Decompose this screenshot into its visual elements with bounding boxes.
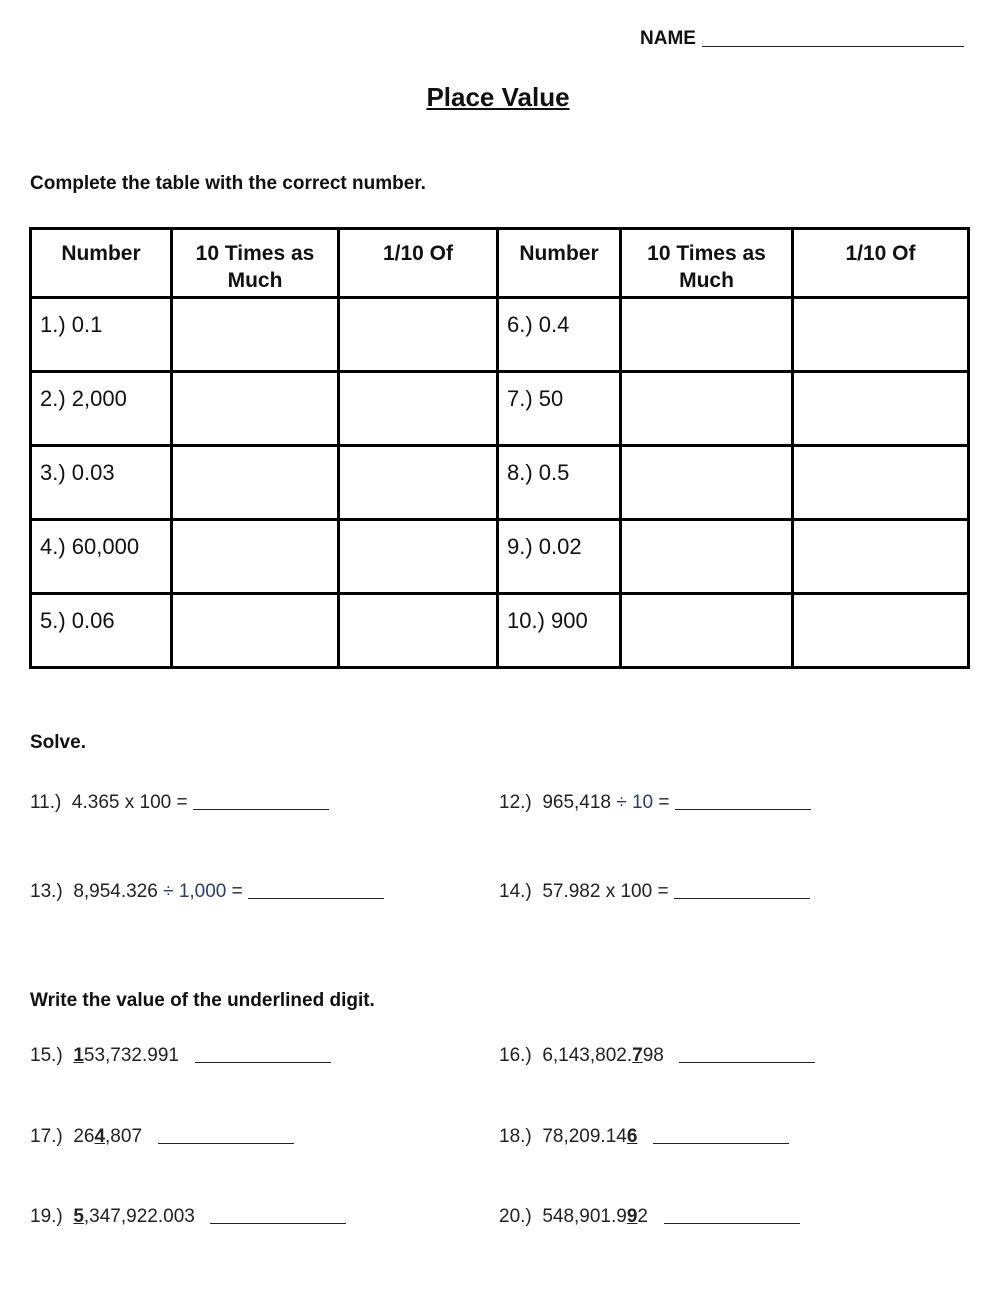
answer-blank[interactable] xyxy=(248,882,384,899)
answer-cell[interactable] xyxy=(172,298,339,372)
answer-cell[interactable] xyxy=(339,594,498,668)
column-header: 1/10 Of xyxy=(793,229,969,298)
answer-cell[interactable] xyxy=(793,298,969,372)
number-cell: 10.) 900 xyxy=(498,594,621,668)
answer-cell[interactable] xyxy=(172,520,339,594)
number-cell: 1.) 0.1 xyxy=(31,298,172,372)
answer-cell[interactable] xyxy=(621,594,793,668)
answer-blank[interactable] xyxy=(664,1207,800,1224)
column-header: 1/10 Of xyxy=(339,229,498,298)
problem-17: 17.) 264,807 xyxy=(30,1126,294,1148)
answer-cell[interactable] xyxy=(339,520,498,594)
problem-11: 11.) 4.365 x 100 = xyxy=(30,792,329,814)
solve-heading: Solve. xyxy=(30,732,86,753)
answer-cell[interactable] xyxy=(172,372,339,446)
table-row xyxy=(31,446,969,520)
answer-cell[interactable] xyxy=(621,520,793,594)
underlined-digit: 9 xyxy=(626,1206,638,1227)
problem-14: 14.) 57.982 x 100 = xyxy=(499,881,810,903)
number-cell: 4.) 60,000 xyxy=(31,520,172,594)
column-header: Number xyxy=(498,229,621,298)
underlined-digit: 5 xyxy=(73,1206,84,1227)
problem-18: 18.) 78,209.146 xyxy=(499,1126,789,1148)
problem-19: 19.) 5,347,922.003 xyxy=(30,1206,346,1228)
table-row xyxy=(31,372,969,446)
column-header: Number xyxy=(31,229,172,298)
underlined-digit: 4 xyxy=(94,1126,106,1147)
underlined-digit-heading: Write the value of the underlined digit. xyxy=(30,990,375,1011)
underlined-digit: 1 xyxy=(73,1045,84,1066)
column-header: 10 Times as Much xyxy=(172,229,339,298)
answer-blank[interactable] xyxy=(158,1127,294,1144)
table-row xyxy=(31,520,969,594)
answer-blank[interactable] xyxy=(210,1207,346,1224)
name-blank[interactable] xyxy=(702,28,964,47)
answer-cell[interactable] xyxy=(339,372,498,446)
problem-12: 12.) 965,418 ÷ 10 = xyxy=(499,792,811,814)
answer-cell[interactable] xyxy=(793,520,969,594)
answer-cell[interactable] xyxy=(621,298,793,372)
underlined-digit: 6 xyxy=(626,1126,638,1147)
answer-cell[interactable] xyxy=(793,446,969,520)
number-cell: 9.) 0.02 xyxy=(498,520,621,594)
underlined-digit: 7 xyxy=(632,1045,643,1066)
answer-blank[interactable] xyxy=(679,1046,815,1063)
table-row xyxy=(31,298,969,372)
answer-blank[interactable] xyxy=(653,1127,789,1144)
column-header: 10 Times as Much xyxy=(621,229,793,298)
number-cell: 7.) 50 xyxy=(498,372,621,446)
answer-cell[interactable] xyxy=(339,446,498,520)
name-field xyxy=(640,28,964,50)
table-header-row xyxy=(31,229,969,298)
table-row xyxy=(31,594,969,668)
answer-cell[interactable] xyxy=(621,446,793,520)
answer-cell[interactable] xyxy=(793,372,969,446)
number-cell: 2.) 2,000 xyxy=(31,372,172,446)
answer-blank[interactable] xyxy=(675,793,811,810)
name-label: NAME xyxy=(640,28,696,49)
answer-blank[interactable] xyxy=(193,793,329,810)
place-value-table xyxy=(29,227,970,669)
answer-cell[interactable] xyxy=(172,594,339,668)
page-title: Place Value xyxy=(426,82,570,112)
problem-13: 13.) 8,954.326 ÷ 1,000 = xyxy=(30,881,384,903)
answer-cell[interactable] xyxy=(793,594,969,668)
answer-blank[interactable] xyxy=(674,882,810,899)
number-cell: 8.) 0.5 xyxy=(498,446,621,520)
table-instruction: Complete the table with the correct number. xyxy=(30,173,426,194)
problem-16: 16.) 6,143,802.798 xyxy=(499,1045,815,1067)
answer-cell[interactable] xyxy=(339,298,498,372)
number-cell: 6.) 0.4 xyxy=(498,298,621,372)
answer-blank[interactable] xyxy=(195,1046,331,1063)
answer-cell[interactable] xyxy=(172,446,339,520)
answer-cell[interactable] xyxy=(621,372,793,446)
problem-20: 20.) 548,901.992 xyxy=(499,1206,800,1228)
problem-15: 15.) 153,732.991 xyxy=(30,1045,331,1067)
number-cell: 5.) 0.06 xyxy=(31,594,172,668)
number-cell: 3.) 0.03 xyxy=(31,446,172,520)
